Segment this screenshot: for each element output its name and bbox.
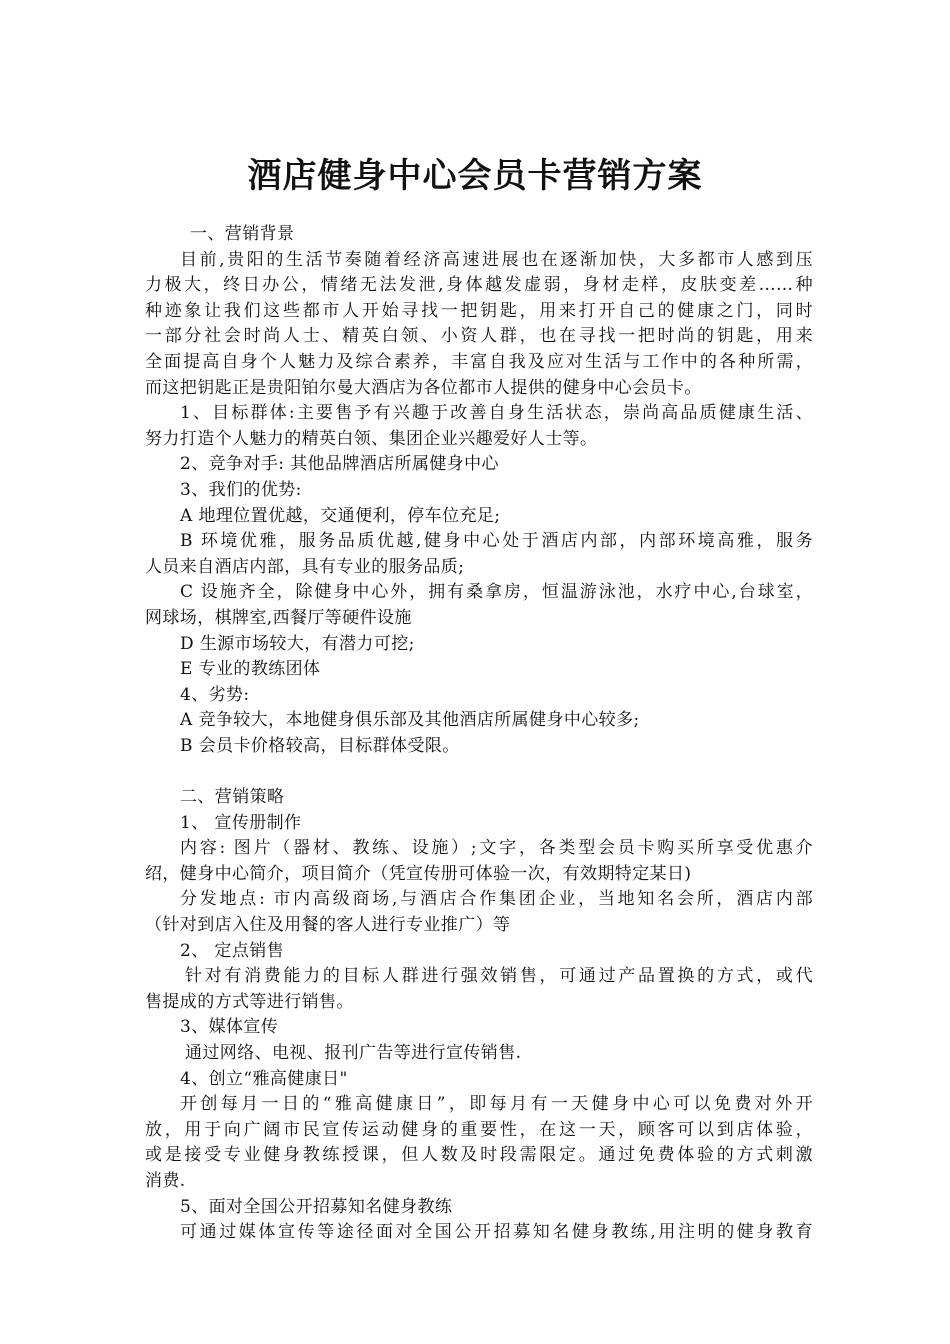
text-line: 目前,贵阳的生活节奏随着经济高速进展也在逐渐加快，大多都市人感到压 (180, 249, 813, 270)
text-line: 或是接受专业健身教练授课，但人数及时段需限定。通过免费体验的方式刺激 (145, 1145, 813, 1166)
document-body (145, 222, 813, 1246)
text-line: 一、营销背景 (190, 224, 295, 244)
text-line: E 专业的教练团体 (180, 659, 321, 680)
text-line: 网球场，棋牌室,西餐厅等硬件设施 (145, 607, 412, 628)
text-line: 消费. (145, 1170, 186, 1191)
text-line: 而这把钥匙正是贵阳铂尔曼大酒店为各位都市人提供的健身中心会员卡。 (145, 377, 702, 398)
text-line: 分发地点: 市内高级商场,与酒店合作集团企业，当地知名会所，酒店内部 (180, 889, 813, 910)
text-line: 2、 定点销售 (180, 940, 285, 961)
text-line: （针对到店入住及用餐的客人进行专业推广）等 (145, 915, 511, 936)
text-line: 一部分社会时尚人士、精英白领、小资人群，也在寻找一把时尚的钥匙，用来 (145, 326, 813, 347)
text-line: 二、营销策略 (180, 787, 285, 808)
text-line: 绍，健身中心简介，项目简介（凭宣传册可体验一次，有效期特定某日) (145, 863, 692, 884)
text-line: 4、劣势: (180, 684, 250, 705)
text-line: 全面提高自身个人魅力及综合素养，丰富自我及应对生活与工作中的各种所需， (145, 351, 813, 372)
text-line: 4、创立“雅高健康日" (180, 1068, 348, 1089)
text-line: 售提成的方式等进行销售。 (145, 991, 354, 1012)
text-line: B 环境优雅，服务品质优越,健身中心处于酒店内部，内部环境高雅，服务 (180, 531, 813, 552)
text-line: 开创每月一日的“雅高健康日”，即每月有一天健身中心可以免费对外开 (180, 1094, 813, 1115)
text-line: A 地理位置优越，交通便利，停车位充足; (180, 505, 501, 526)
text-line: 5、面对全国公开招募知名健身教练 (180, 1196, 453, 1217)
text-line: 2、竞争对手: 其他品牌酒店所属健身中心 (180, 454, 499, 475)
text-line: 通过网络、电视、报刊广告等进行宣传销售. (185, 1043, 522, 1063)
text-line: 努力打造个人魅力的精英白领、集团企业兴趣爱好人士等。 (145, 428, 598, 449)
page-title: 酒店健身中心会员卡营销方案 (247, 156, 703, 196)
text-line: 针对有消费能力的目标人群进行强效销售，可通过产品置换的方式，或代 (185, 966, 813, 987)
text-line: D 生源市场较大，有潜力可挖; (180, 633, 415, 654)
text-line: 人员来自酒店内部，具有专业的服务品质; (145, 556, 465, 577)
text-line: A 竞争较大，本地健身俱乐部及其他酒店所属健身中心较多; (180, 710, 640, 731)
text-line: 3、媒体宣传 (180, 1017, 279, 1038)
text-line: 1、目标群体:主要售予有兴趣于改善自身生活状态，崇尚高品质健康生活、 (180, 403, 813, 424)
text-line: 力极大，终日办公，情绪无法发泄,身体越发虚弱，身材走样，皮肤变差……种 (145, 275, 813, 296)
text-line: 3、我们的优势: (180, 479, 302, 500)
text-line: 种迹象让我们这些都市人开始寻找一把钥匙，用来打开自己的健康之门，同时 (145, 300, 813, 321)
text-line: B 会员卡价格较高，目标群体受限。 (180, 735, 460, 756)
blank-line (145, 759, 813, 785)
text-line: 1、 宣传册制作 (180, 812, 302, 833)
text-line: 放，用于向广阔市民宣传运动健身的重要性，在这一天，顾客可以到店体验， (145, 1119, 813, 1140)
text-line: C 设施齐全，除健身中心外，拥有桑拿房，恒温游泳池，水疗中心,台球室， (180, 582, 813, 603)
text-line: 可通过媒体宣传等途径面对全国公开招募知名健身教练,用注明的健身教育 (180, 1222, 813, 1243)
text-line: 内容: 图片（器材、教练、设施）;文字，各类型会员卡购买所享受优惠介 (180, 838, 813, 859)
